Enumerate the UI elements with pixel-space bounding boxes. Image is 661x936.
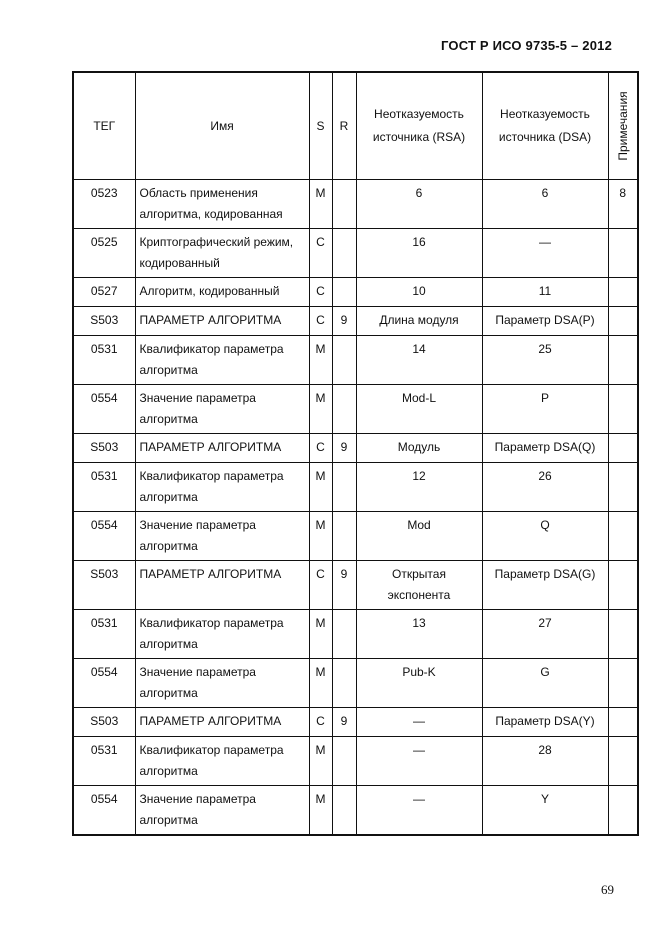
cell-name: Область применения алгоритма, кодированная: [135, 180, 309, 229]
cell-rsa: Mod: [356, 512, 482, 561]
cell-dsa: 27: [482, 610, 608, 659]
cell-rsa: 14: [356, 336, 482, 385]
table-header-row: [73, 72, 638, 180]
page-number: 69: [601, 882, 614, 897]
cell-r: [332, 512, 356, 561]
cell-dsa: Параметр DSA(P): [482, 307, 608, 336]
table-row: [73, 307, 638, 336]
table-row: [73, 336, 638, 385]
cell-tag: 0554: [73, 512, 135, 561]
cell-dsa: Параметр DSA(G): [482, 561, 608, 610]
col-header-notes: Примечания: [608, 72, 638, 180]
cell-s: C: [309, 307, 332, 336]
cell-notes: [608, 307, 638, 336]
cell-notes: [608, 278, 638, 307]
cell-name: Криптографический режим, кодированный: [135, 229, 309, 278]
col-header-tag: ТЕГ: [73, 72, 135, 180]
cell-tag: 0523: [73, 180, 135, 229]
cell-s: C: [309, 708, 332, 737]
cell-dsa: 6: [482, 180, 608, 229]
cell-tag: 0531: [73, 463, 135, 512]
cell-notes: [608, 229, 638, 278]
document-header: ГОСТ Р ИСО 9735-5 – 2012: [441, 38, 612, 53]
cell-rsa: —: [356, 708, 482, 737]
cell-tag: 0554: [73, 385, 135, 434]
cell-r: [332, 463, 356, 512]
table-row: [73, 610, 638, 659]
cell-name: Квалификатор параметра алгоритма: [135, 336, 309, 385]
cell-name: Квалификатор параметра алгоритма: [135, 463, 309, 512]
cell-s: M: [309, 737, 332, 786]
cell-r: [332, 737, 356, 786]
table-row: [73, 737, 638, 786]
cell-s: M: [309, 659, 332, 708]
table-row: [73, 463, 638, 512]
cell-s: C: [309, 278, 332, 307]
col-header-r: R: [332, 72, 356, 180]
cell-rsa: 10: [356, 278, 482, 307]
table-row: [73, 708, 638, 737]
cell-dsa: 28: [482, 737, 608, 786]
cell-r: [332, 180, 356, 229]
cell-s: M: [309, 463, 332, 512]
cell-s: M: [309, 512, 332, 561]
cell-dsa: Параметр DSA(Q): [482, 434, 608, 463]
cell-s: M: [309, 180, 332, 229]
cell-tag: S503: [73, 307, 135, 336]
cell-name: ПАРАМЕТР АЛГОРИТМА: [135, 561, 309, 610]
cell-r: 9: [332, 434, 356, 463]
cell-name: ПАРАМЕТР АЛГОРИТМА: [135, 434, 309, 463]
cell-rsa: Модуль: [356, 434, 482, 463]
table-row: [73, 786, 638, 836]
cell-notes: [608, 708, 638, 737]
cell-tag: 0554: [73, 786, 135, 836]
cell-name: ПАРАМЕТР АЛГОРИТМА: [135, 307, 309, 336]
cell-r: [332, 659, 356, 708]
col-header-s: S: [309, 72, 332, 180]
cell-dsa: P: [482, 385, 608, 434]
cell-tag: S503: [73, 708, 135, 737]
cell-name: Квалификатор параметра алгоритма: [135, 610, 309, 659]
cell-s: M: [309, 786, 332, 836]
table-row: [73, 659, 638, 708]
cell-tag: 0531: [73, 610, 135, 659]
cell-name: Значение параметра алгоритма: [135, 659, 309, 708]
cell-r: 9: [332, 307, 356, 336]
cell-notes: 8: [608, 180, 638, 229]
cell-tag: S503: [73, 434, 135, 463]
cell-tag: S503: [73, 561, 135, 610]
cell-r: 9: [332, 561, 356, 610]
cell-rsa: 12: [356, 463, 482, 512]
cell-notes: [608, 463, 638, 512]
col-header-dsa: Неотказуемость источника (DSA): [482, 72, 608, 180]
cell-tag: 0525: [73, 229, 135, 278]
cell-notes: [608, 610, 638, 659]
cell-notes: [608, 385, 638, 434]
cell-r: [332, 229, 356, 278]
cell-rsa: 6: [356, 180, 482, 229]
cell-rsa: 13: [356, 610, 482, 659]
col-header-rsa: Неотказуемость источника (RSA): [356, 72, 482, 180]
cell-tag: 0531: [73, 737, 135, 786]
cell-notes: [608, 659, 638, 708]
cell-dsa: Параметр DSA(Y): [482, 708, 608, 737]
cell-dsa: Q: [482, 512, 608, 561]
table-row: [73, 229, 638, 278]
cell-r: [332, 278, 356, 307]
cell-tag: 0554: [73, 659, 135, 708]
cell-notes: [608, 737, 638, 786]
cell-r: [332, 336, 356, 385]
cell-tag: 0531: [73, 336, 135, 385]
cell-r: 9: [332, 708, 356, 737]
table-row: [73, 434, 638, 463]
cell-name: Алгоритм, кодированный: [135, 278, 309, 307]
col-header-name: Имя: [135, 72, 309, 180]
cell-dsa: 26: [482, 463, 608, 512]
cell-notes: [608, 561, 638, 610]
cell-dsa: G: [482, 659, 608, 708]
cell-dsa: —: [482, 229, 608, 278]
cell-name: Значение параметра алгоритма: [135, 786, 309, 836]
cell-r: [332, 786, 356, 836]
cell-s: M: [309, 336, 332, 385]
cell-r: [332, 385, 356, 434]
cell-rsa: Mod-L: [356, 385, 482, 434]
cell-s: C: [309, 561, 332, 610]
cell-name: Квалификатор параметра алгоритма: [135, 737, 309, 786]
cell-s: C: [309, 434, 332, 463]
table-row: [73, 278, 638, 307]
table-row: [73, 561, 638, 610]
cell-rsa: Pub-K: [356, 659, 482, 708]
cell-s: M: [309, 385, 332, 434]
cell-name: Значение параметра алгоритма: [135, 512, 309, 561]
cell-s: M: [309, 610, 332, 659]
algorithm-parameters-table: [72, 71, 639, 836]
cell-notes: [608, 786, 638, 836]
table-row: [73, 512, 638, 561]
cell-rsa: Длина модуля: [356, 307, 482, 336]
table-row: [73, 180, 638, 229]
cell-rsa: —: [356, 737, 482, 786]
cell-notes: [608, 336, 638, 385]
cell-rsa: Открытая экспонента: [356, 561, 482, 610]
cell-notes: [608, 434, 638, 463]
cell-dsa: 25: [482, 336, 608, 385]
cell-tag: 0527: [73, 278, 135, 307]
cell-dsa: 11: [482, 278, 608, 307]
cell-name: ПАРАМЕТР АЛГОРИТМА: [135, 708, 309, 737]
cell-s: C: [309, 229, 332, 278]
cell-name: Значение параметра алгоритма: [135, 385, 309, 434]
cell-rsa: 16: [356, 229, 482, 278]
cell-notes: [608, 512, 638, 561]
table-row: [73, 385, 638, 434]
cell-r: [332, 610, 356, 659]
cell-rsa: —: [356, 786, 482, 836]
cell-dsa: Y: [482, 786, 608, 836]
